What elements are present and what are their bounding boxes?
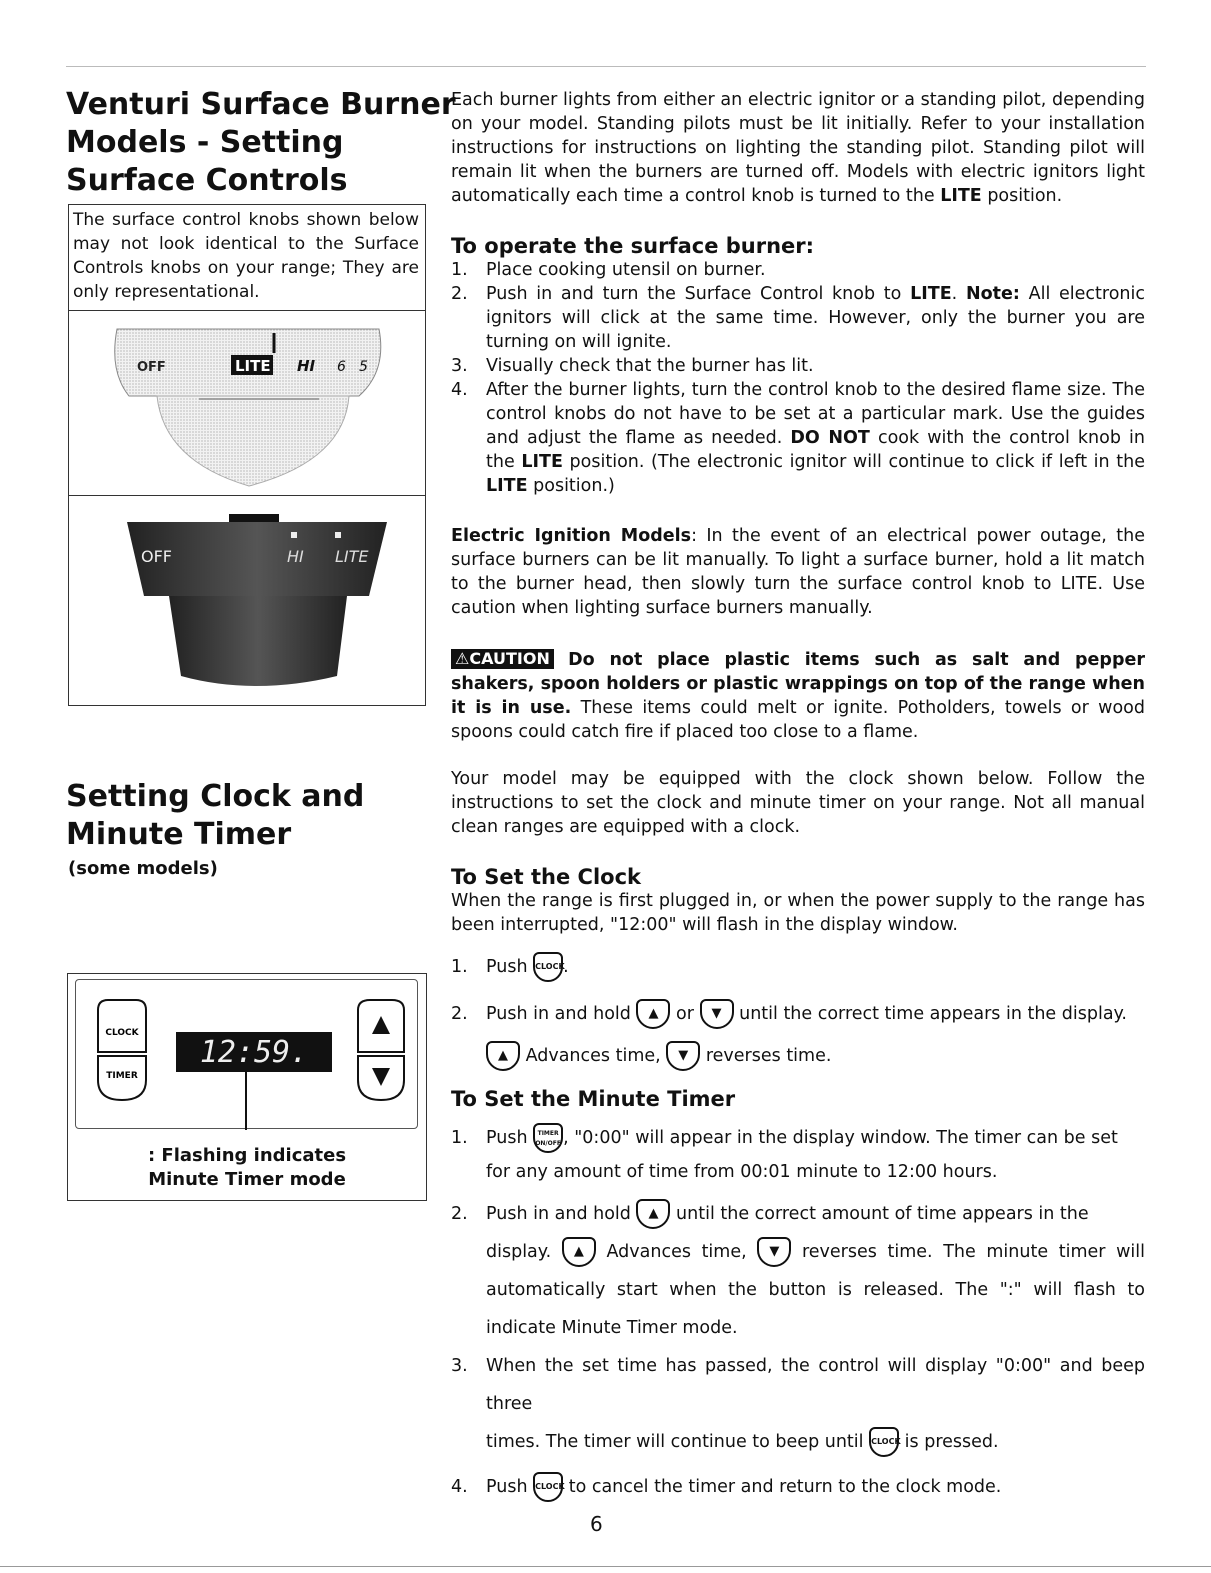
- clock-intro: Your model may be equipped with the clock shown below. Follow the instructions to set the clock and minute timer on your range. Not all manual clean ranges are equipped with a clock.: [451, 769, 1145, 837]
- clock-panel: [75, 979, 418, 1129]
- knob1-off-label: OFF: [137, 360, 166, 375]
- timer-step-1: 1. Push TIMER ON/OFF , "0:00" will appear in the display window. The timer can be set for any amount of time from 00:01 minute to 12:00 hours.: [451, 1121, 1145, 1189]
- right-column-burner: [451, 88, 1145, 744]
- clock-caption: : Flashing indicates Minute Timer mode: [147, 1145, 347, 1190]
- knob-note-box: [68, 204, 426, 706]
- knob2-hi-label: HI: [287, 547, 304, 566]
- knob2-lite-label: LITE: [335, 547, 369, 566]
- clock-panel-illustration: [67, 973, 427, 1201]
- bottom-rule: [0, 1566, 1211, 1567]
- timer-step-4: 4. Push CLOCK to cancel the timer and return to the clock mode.: [451, 1467, 1145, 1507]
- electric-ignition-paragraph: Electric Ignition Models: In the event of an electrical power outage, the surface burners can be lit manually. To light a surface burner, hold a lit match to the burner head, then slowly turn the surface control knob to LITE. Use caution when lighting surface burners manually.: [451, 526, 1146, 618]
- set-timer-heading: To Set the Minute Timer: [451, 1087, 736, 1111]
- operate-step-4: 4. After the burner lights, turn the control knob to the desired flame size. The control knobs do not have to be set at a particular mark. Use the guides and adjust the flame as needed. DO NOT cook with the control knob in the LITE position. (The electronic ignitor will continue to click if left in the LITE position.): [451, 380, 1145, 496]
- section-title-venturi: Venturi Surface Burner Models - Setting Surface Controls: [66, 87, 456, 198]
- section-title-clock: Setting Clock and Minute Timer: [66, 779, 365, 852]
- clock-button-label: CLOCK: [105, 1028, 139, 1038]
- clock-button-icon: CLOCK: [869, 1427, 899, 1457]
- set-clock-text: When the range is first plugged in, or when the power supply to the range has been interrupted, "12:00" will flash in the display window.: [451, 891, 1145, 935]
- down-arrow-icon: ▼: [757, 1237, 791, 1267]
- clock-button-icon: CLOCK: [533, 1472, 563, 1502]
- top-rule: [66, 66, 1146, 67]
- timer-button-icon: TIMER ON/OFF: [533, 1123, 563, 1153]
- section-clock-subtitle: (some models): [68, 858, 218, 879]
- timer-button-label: TIMER: [106, 1071, 138, 1081]
- knob-illustration-1: [69, 311, 425, 496]
- down-arrow-icon: ▼: [666, 1041, 700, 1071]
- caution-paragraph: ⚠CAUTION Do not place plastic items such as salt and pepper shakers, spoon holders or plastic wrappings on top of the range when it is in use. These items could melt or ignite. Potholders, towels or wood spoons could catch fire if placed too close to a flame.: [451, 649, 1145, 742]
- clock-button-icon: CLOCK: [533, 952, 563, 982]
- set-clock-heading: To Set the Clock: [451, 865, 641, 889]
- operate-heading: To operate the surface burner:: [451, 234, 815, 258]
- operate-steps: [451, 258, 1145, 498]
- caution-badge: ⚠CAUTION: [451, 649, 554, 669]
- knob-illustration-2: [69, 496, 425, 705]
- operate-step-1: 1. Place cooking utensil on burner.: [451, 260, 766, 280]
- intro-paragraph: Each burner lights from either an electric ignitor or a standing pilot, depending on your model. Standing pilots must be lit initially. Refer to your installation instructions for instructions on lighting the standing pilot. Standing pilot will remain lit when the burners are turned off. Models with electric ignitors light automatically each time a control knob is turned to the LITE position.: [451, 90, 1145, 206]
- up-arrow-icon: ▲: [636, 999, 670, 1029]
- clock-step-1: 1. Push CLOCK.: [451, 949, 1145, 985]
- up-arrow-icon: ▲: [486, 1041, 520, 1071]
- operate-step-2: 2. Push in and turn the Surface Control knob to LITE. Note: All electronic ignitors will click at the same time. However, only the burner you are turning on will ignite.: [451, 284, 1145, 352]
- operate-step-3: 3. Visually check that the burner has lit.: [451, 356, 814, 376]
- knob1-six-label: 6: [337, 359, 346, 375]
- right-column-clock: [451, 767, 1145, 1507]
- knob1-hi-label: HI: [297, 357, 316, 375]
- knob2-off-label: OFF: [141, 547, 172, 566]
- clock-advance-note: ▲ Advances time, ▼ reverses time.: [451, 1037, 1145, 1075]
- clock-step-2: 2. Push in and hold ▲ or ▼ until the correct time appears in the display.: [451, 995, 1145, 1033]
- knob1-lite-label: LITE: [235, 357, 271, 375]
- page-number: 6: [590, 1512, 603, 1536]
- knob-note: The surface control knobs shown below may not look identical to the Surface Controls knobs on your range; They are only representational.: [69, 205, 425, 311]
- timer-step-2: 2. Push in and hold ▲ until the correct amount of time appears in the display. ▲ Advances time, ▼ reverses time. The minute timer will automatically start when the button is released. The ":" will flash to indicate Minute Timer mode.: [451, 1195, 1145, 1347]
- clock-steps: [451, 949, 1145, 1075]
- timer-step-3: 3. When the set time has passed, the control will display "0:00" and beep three times. The timer will continue to beep until CLOCK is pressed.: [451, 1347, 1145, 1461]
- down-arrow-icon: ▼: [700, 999, 734, 1029]
- clock-display: 12:59.: [199, 1035, 309, 1070]
- up-arrow-icon: ▲: [636, 1199, 670, 1229]
- timer-steps: [451, 1121, 1145, 1507]
- up-arrow-icon: ▲: [562, 1237, 596, 1267]
- knob1-five-label: 5: [359, 359, 368, 375]
